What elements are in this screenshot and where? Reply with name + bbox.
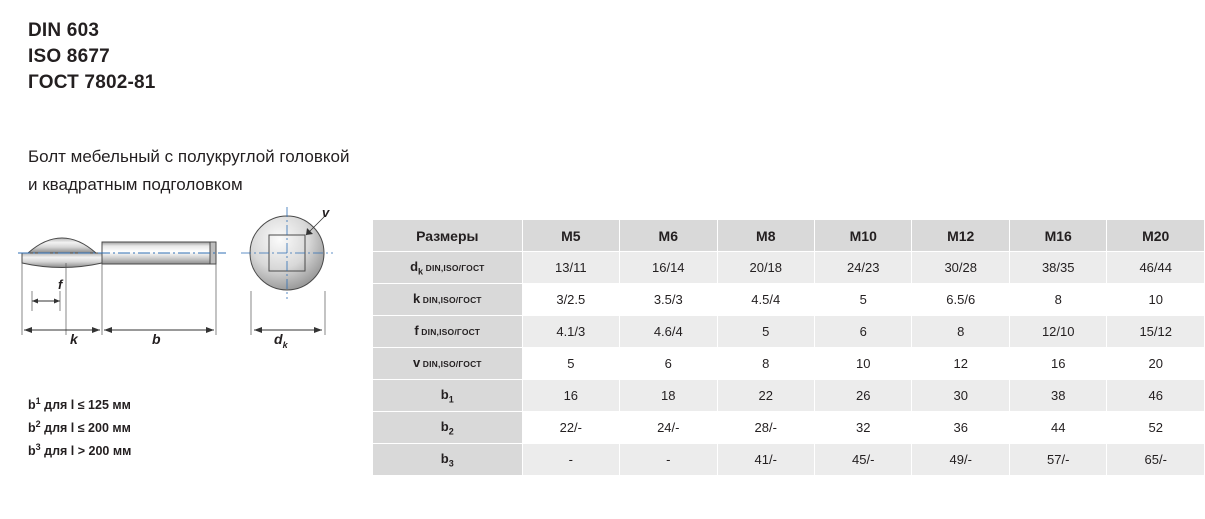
table-row	[373, 252, 1205, 284]
row-label-v-main: v	[412, 354, 421, 370]
footnote-1-base: b	[28, 398, 36, 413]
row-label-dk-standards: DIN,ISO/ГОСТ	[423, 262, 485, 273]
cell-dk-m8: 20/18	[717, 252, 814, 284]
cell-f-m8: 5	[717, 316, 814, 348]
cell-v-m12: 12	[912, 348, 1009, 380]
table-row	[373, 316, 1205, 348]
cell-b2-m12: 36	[912, 412, 1009, 444]
cell-b2-m16: 44	[1009, 412, 1106, 444]
cell-k-m16: 8	[1009, 284, 1106, 316]
cell-b3-m6: -	[620, 444, 717, 476]
cell-b1-m8: 22	[717, 380, 814, 412]
table-row	[373, 412, 1205, 444]
standard-gost: ГОСТ 7802-81	[28, 72, 156, 93]
table-header-m12: M12	[912, 220, 1009, 252]
cell-b1-m16: 38	[1009, 380, 1106, 412]
footnote-2-text: для l ≤ 200 мм	[40, 421, 131, 436]
cell-v-m8: 8	[717, 348, 814, 380]
table-header-sizes: Размеры	[373, 220, 523, 252]
standard-din: DIN 603	[28, 20, 100, 41]
row-label-k-main: k	[412, 290, 421, 306]
row-label-f-main: f	[414, 322, 419, 338]
cell-k-m12: 6.5/6	[912, 284, 1009, 316]
footnote-3-sup: 3	[35, 442, 41, 453]
cell-b2-m10: 32	[815, 412, 912, 444]
cell-f-m10: 6	[815, 316, 912, 348]
cell-f-m20: 15/12	[1107, 316, 1205, 348]
cell-f-m16: 12/10	[1009, 316, 1106, 348]
label-v: v	[322, 205, 330, 220]
cell-f-m5: 4.1/3	[522, 316, 619, 348]
cell-b2-m5: 22/-	[522, 412, 619, 444]
row-label-k-standards: DIN,ISO/ГОСТ	[420, 294, 482, 305]
row-label-b3	[373, 444, 523, 476]
dimensions-table-wrapper	[372, 219, 1205, 476]
cell-v-m20: 20	[1107, 348, 1205, 380]
description-line-2: и квадратным подголовком	[28, 175, 243, 194]
cell-f-m6: 4.6/4	[620, 316, 717, 348]
cell-v-m16: 16	[1009, 348, 1106, 380]
technical-drawing	[10, 205, 355, 380]
row-label-b2-main: b	[440, 418, 449, 434]
table-row	[373, 348, 1205, 380]
row-label-b3-sub: 3	[448, 458, 454, 469]
footnote-1-sup: 1	[35, 396, 41, 406]
table-header-m8: M8	[717, 220, 814, 252]
cell-b3-m10: 45/-	[815, 444, 912, 476]
cell-dk-m12: 30/28	[912, 252, 1009, 284]
table-row	[373, 380, 1205, 412]
cell-v-m10: 10	[815, 348, 912, 380]
footnote-1-text: для l ≤ 125 мм	[40, 398, 131, 413]
cell-b3-m5: -	[522, 444, 619, 476]
row-label-k	[373, 284, 523, 316]
label-k: k	[70, 331, 78, 347]
cell-k-m5: 3/2.5	[522, 284, 619, 316]
cell-dk-m5: 13/11	[522, 252, 619, 284]
footnote-3-text: для l > 200 мм	[40, 444, 132, 459]
cell-dk-m6: 16/14	[620, 252, 717, 284]
label-dk-main: d	[274, 331, 283, 347]
table-body	[373, 252, 1205, 476]
cell-v-m6: 6	[620, 348, 717, 380]
footnotes	[28, 392, 131, 461]
table-header-m10: M10	[815, 220, 912, 252]
table-header-row	[373, 220, 1205, 252]
cell-b3-m8: 41/-	[717, 444, 814, 476]
standard-iso: ISO 8677	[28, 46, 110, 67]
label-f: f	[58, 277, 63, 292]
row-label-dk	[373, 252, 523, 284]
cell-b1-m10: 26	[815, 380, 912, 412]
cell-b1-m12: 30	[912, 380, 1009, 412]
footnote-1	[28, 392, 131, 415]
table-header-m6: M6	[620, 220, 717, 252]
table-head	[373, 220, 1205, 252]
standards-block	[28, 18, 156, 96]
product-description	[28, 143, 448, 199]
description-line-1: Болт мебельный с полукруглой головкой	[28, 147, 350, 166]
table-header-m5: M5	[522, 220, 619, 252]
cell-dk-m20: 46/44	[1107, 252, 1205, 284]
footnote-2	[28, 415, 131, 438]
dimensions-table	[372, 219, 1205, 476]
cell-f-m12: 8	[912, 316, 1009, 348]
bolt-drawing-svg	[10, 205, 355, 380]
row-label-dk-sub: k	[418, 266, 424, 277]
table-header-m20: M20	[1107, 220, 1205, 252]
cell-b1-m6: 18	[620, 380, 717, 412]
table-header-m16: M16	[1009, 220, 1106, 252]
cell-v-m5: 5	[522, 348, 619, 380]
footnote-3	[28, 438, 131, 461]
cell-b1-m20: 46	[1107, 380, 1205, 412]
row-label-f	[373, 316, 523, 348]
footnote-2-base: b	[28, 421, 36, 436]
row-label-b1-sub: 1	[448, 394, 454, 405]
row-label-b3-main: b	[440, 450, 449, 466]
cell-b3-m12: 49/-	[912, 444, 1009, 476]
cell-b1-m5: 16	[522, 380, 619, 412]
row-label-v-standards: DIN,ISO/ГОСТ	[420, 358, 482, 369]
cell-b3-m16: 57/-	[1009, 444, 1106, 476]
cell-dk-m10: 24/23	[815, 252, 912, 284]
cell-dk-m16: 38/35	[1009, 252, 1106, 284]
cell-b3-m20: 65/-	[1107, 444, 1205, 476]
cell-k-m10: 5	[815, 284, 912, 316]
cell-b2-m6: 24/-	[620, 412, 717, 444]
table-row	[373, 444, 1205, 476]
cell-b2-m20: 52	[1107, 412, 1205, 444]
cell-k-m20: 10	[1107, 284, 1205, 316]
cell-b2-m8: 28/-	[717, 412, 814, 444]
footnote-3-base: b	[28, 444, 36, 459]
row-label-b2	[373, 412, 523, 444]
row-label-v	[373, 348, 523, 380]
row-label-f-standards: DIN,ISO/ГОСТ	[418, 326, 481, 337]
label-b: b	[152, 331, 161, 347]
row-label-b1-main: b	[440, 386, 449, 402]
row-label-b1	[373, 380, 523, 412]
cell-k-m6: 3.5/3	[620, 284, 717, 316]
table-row	[373, 284, 1205, 316]
row-label-dk-main: d	[410, 258, 419, 274]
footnote-2-sup: 2	[35, 419, 41, 430]
label-dk	[274, 331, 288, 350]
cell-k-m8: 4.5/4	[717, 284, 814, 316]
label-dk-sub: k	[282, 339, 288, 350]
row-label-b2-sub: 2	[448, 426, 454, 437]
